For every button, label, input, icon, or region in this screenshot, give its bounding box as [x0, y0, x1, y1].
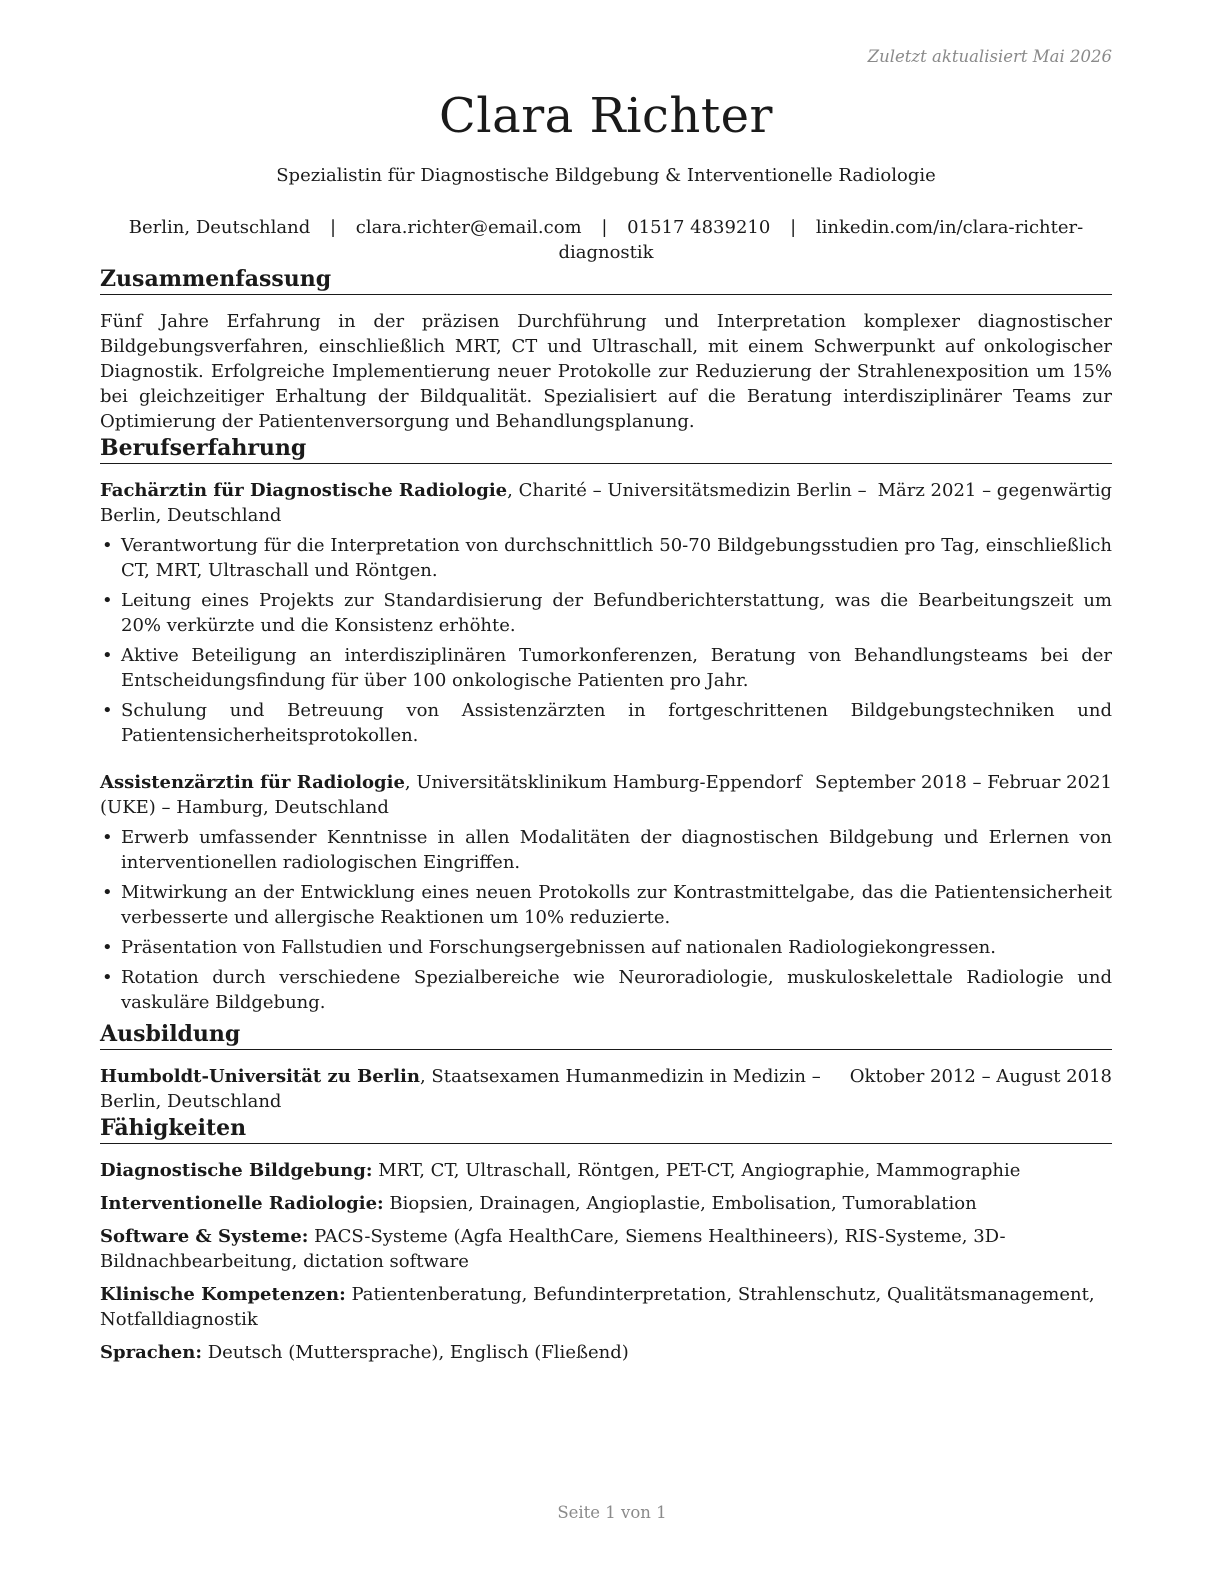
- job-header: [100, 770, 1112, 820]
- job-role: Fachärztin für Diagnostische Radiologie: [100, 480, 508, 501]
- contact-phone: 01517 4839210: [627, 217, 771, 238]
- page-number: Seite 1 von 1: [557, 1503, 667, 1522]
- skill-line: [100, 1158, 1112, 1183]
- job-header: [100, 478, 1112, 528]
- job-entry: [100, 770, 1112, 1015]
- contact-separator: |: [601, 217, 608, 238]
- skill-line: [100, 1224, 1112, 1274]
- candidate-name: Clara Richter: [439, 88, 773, 144]
- skill-label: Software & Systeme:: [100, 1226, 309, 1247]
- education-section: [100, 1020, 1112, 1114]
- job-bullet-list: [100, 825, 1112, 1015]
- job-bullet: • Erwerb umfassender Kenntnisse in allen Modalitäten der diagnostischen Bildgebung und Erlernen von interventionellen radiologischen Eingriffen.: [100, 825, 1112, 875]
- skill-value: Deutsch (Muttersprache), Englisch (Fließend): [201, 1342, 629, 1363]
- job-dates: September 2018 – Februar 2021: [815, 772, 1112, 793]
- job-role-org: [100, 478, 878, 528]
- job-entry: [100, 478, 1112, 748]
- education-degree: , Staatsexamen Humanmedizin in Medizin – Berlin, Deutschland: [100, 1066, 821, 1112]
- job-bullet: • Aktive Beteiligung an interdisziplinären Tumorkonferenzen, Beratung von Behandlungsteams bei der Entscheidungsfindung für über 100 onkologische Patienten pro Jahr.: [100, 643, 1112, 693]
- skill-label: Klinische Kompetenzen:: [100, 1284, 346, 1305]
- contact-email-link[interactable]: clara.richter@email.com: [355, 217, 582, 238]
- job-bullet: • Schulung und Betreuung von Assistenzärzten in fortgeschrittenen Bildgebungstechniken und Patientensicherheitsprotokollen.: [100, 698, 1112, 748]
- job-organization: , Charité – Universitätsmedizin Berlin – Berlin, Deutschland: [100, 480, 867, 526]
- education-dates: Oktober 2012 – August 2018: [849, 1066, 1112, 1087]
- education-school-detail: [100, 1064, 850, 1114]
- last-updated-note: Zuletzt aktualisiert Mai 2026: [867, 47, 1112, 66]
- experience-section: [100, 434, 1112, 1015]
- job-bullet: • Leitung eines Projekts zur Standardisierung der Befundberichterstattung, was die Bearbeitungszeit um 20% verkürzte und die Konsistenz erhöhte.: [100, 588, 1112, 638]
- summary-text: Fünf Jahre Erfahrung in der präzisen Durchführung und Interpretation komplexer diagnostischer Bildgebungsverfahren, einschließlich MRT, CT und Ultraschall, mit einem Schwerpunkt auf onkologischer Diagnostik. Erfolgreiche Implementierung neuer Protokolle zur Reduzierung der Strahlenexposition um 15% bei gleichzeitiger Erhaltung der Bildqualität. Spezialisiert auf die Beratung interdisziplinärer Teams zur Optimierung der Patientenversorgung und Behandlungsplanung.: [100, 311, 1112, 432]
- job-role-org: [100, 770, 815, 820]
- section-title-experience: Berufserfahrung: [100, 434, 1112, 464]
- candidate-headline: Spezialistin für Diagnostische Bildgebung & Interventionelle Radiologie: [276, 165, 936, 186]
- summary-section: [100, 265, 1112, 434]
- skill-value: PACS-Systeme (Agfa HealthCare, Siemens Healthineers), RIS-Systeme, 3D-Bildnachbearbeitung, dictation software: [100, 1226, 1006, 1272]
- education-school: Humboldt-Universität zu Berlin: [100, 1066, 420, 1087]
- skill-line: [100, 1191, 1112, 1216]
- skill-label: Interventionelle Radiologie:: [100, 1193, 384, 1214]
- education-entry: [100, 1064, 1112, 1114]
- skill-label: Diagnostische Bildgebung:: [100, 1160, 373, 1181]
- skill-line: [100, 1340, 1112, 1365]
- skill-line: [100, 1282, 1112, 1332]
- skills-section: [100, 1114, 1112, 1365]
- section-title-summary: Zusammenfassung: [100, 265, 1112, 295]
- skills-list: [100, 1158, 1112, 1365]
- contact-line: [100, 215, 1112, 265]
- job-role: Assistenzärztin für Radiologie: [100, 772, 405, 793]
- job-bullet: • Rotation durch verschiedene Spezialbereiche wie Neuroradiologie, muskuloskelettale Radiologie und vaskuläre Bildgebung.: [100, 965, 1112, 1015]
- job-bullet-list: [100, 533, 1112, 748]
- skill-value: Biopsien, Drainagen, Angioplastie, Embolisation, Tumorablation: [383, 1193, 977, 1214]
- job-bullet: • Mitwirkung an der Entwicklung eines neuen Protokolls zur Kontrastmittelgabe, das die Patientensicherheit verbesserte und allergische Reaktionen um 10% reduzierte.: [100, 880, 1112, 930]
- skill-label: Sprachen:: [100, 1342, 202, 1363]
- job-organization: , Universitätsklinikum Hamburg-Eppendorf (UKE) – Hamburg, Deutschland: [100, 772, 802, 818]
- skill-value: Patientenberatung, Befundinterpretation, Strahlenschutz, Qualitätsmanagement, Notfalldiagnostik: [100, 1284, 1095, 1330]
- contact-location: Berlin, Deutschland: [128, 217, 311, 238]
- skill-value: MRT, CT, Ultraschall, Röntgen, PET-CT, Angiographie, Mammographie: [372, 1160, 1021, 1181]
- job-bullet: • Präsentation von Fallstudien und Forschungsergebnissen auf nationalen Radiologiekongressen.: [100, 935, 1112, 960]
- job-bullet: • Verantwortung für die Interpretation von durchschnittlich 50-70 Bildgebungsstudien pro Tag, einschließlich CT, MRT, Ultraschall und Röntgen.: [100, 533, 1112, 583]
- contact-separator: |: [790, 217, 797, 238]
- contact-separator: |: [329, 217, 337, 238]
- section-title-skills: Fähigkeiten: [100, 1114, 1112, 1144]
- section-title-education: Ausbildung: [100, 1020, 1112, 1050]
- job-dates: März 2021 – gegenwärtig: [877, 480, 1112, 501]
- contact-linkedin-link[interactable]: linkedin.com/in/clara-richter-diagnostik: [558, 217, 1084, 263]
